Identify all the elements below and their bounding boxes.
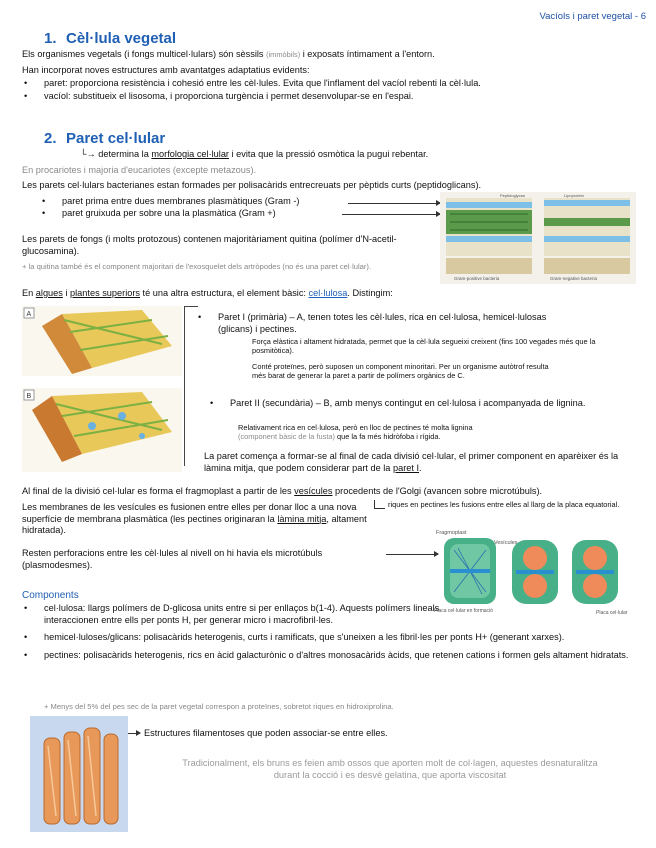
bracket-line xyxy=(184,306,185,466)
svg-text:A: A xyxy=(26,311,32,318)
list-item: • vacíol: substitueix el lisosoma, i proporciona turgència i permet desenvolupar-se en l'espai. xyxy=(22,91,542,103)
list-item: • Paret II (secundària) – B, amb menys contingut en cel·lulosa i acompanyada de lignina. xyxy=(208,398,648,410)
svg-text:Placa cel·lular: Placa cel·lular xyxy=(596,610,628,616)
detail-text: riques en pectines les fusions entre elles al llarg de la placa equatorial. xyxy=(388,500,620,509)
bullet-list xyxy=(22,78,542,102)
svg-text:B: B xyxy=(26,393,32,400)
arrow xyxy=(348,203,440,204)
list-item: • paret prima entre dues membranes plasmàtiques (Gram -) xyxy=(40,196,370,208)
paragraph: En algues i plantes superiors té una altra estructura, el element bàsic: cel·lulosa. Distingim: xyxy=(22,288,393,298)
paragraph: Les parets de fongs (i molts protozous) contenen majoritàriament quitina (polímer d'N-acetil-glucosamina). xyxy=(22,234,397,256)
arrow xyxy=(342,214,440,215)
paragraph: Resten perforacions entre les cèl·lules al nivell on hi havia els microtúbuls (plasmodesmes). xyxy=(22,548,323,570)
list-item: • paret gruixuda per sobre una la plasmàtica (Gram +) xyxy=(40,208,370,220)
figure-label: Lipoprotein xyxy=(564,193,584,198)
paragraph: Al final de la divisió cel·lular es forma el fragmoplast a partir de les vesícules procedents de l'Golgi (avancen sobre microtúbuls). xyxy=(22,486,543,496)
list-item: • cel·lulosa: llargs polímers de D-glicosa units entre si per enllaços b(1-4). Aquests polímers lineals interaccionen entre ells per ponts H, per generar micro i macrofibril·les. xyxy=(22,603,444,626)
paragraph: Els organismes vegetals (i fongs multicel·lulars) són sèssils (immòbils) i exposats íntimament a l'entorn. xyxy=(22,49,435,59)
note: + Menys del 5% del pes sec de la paret vegetal correspon a proteïnes, sobretot riques en hidroxiprolina. xyxy=(44,702,394,711)
bullet-list xyxy=(208,398,648,410)
bullet-list xyxy=(196,312,556,335)
detail-text: Relativament rica en cel·lulosa, però en lloc de pectines té molta lignina (component bàsic de la fusta) que la fa més hidròfoba i rígida. xyxy=(238,423,473,442)
paragraph: └→ determina la morfologia cel·lular i evita que la pressió osmòtica la pugui rebentar. xyxy=(80,149,429,159)
paragraph: La paret comença a formar-se al final de cada divisió cel·lular, el primer component en aparèixer és la làmina mitja, que podem considerar part de la paret I. xyxy=(204,451,619,473)
figure-label: Gram-positive bacteria xyxy=(454,276,500,281)
paragraph: Estructures filamentoses que poden associar-se entre elles. xyxy=(144,728,388,738)
list-item: • Paret I (primària) – A, tenen totes les cèl·lules, rica en cel·lulosa, hemicel·lulosas (glicans) i pectines. xyxy=(196,312,556,335)
bullet-list xyxy=(40,196,370,219)
paragraph: Les parets cel·lulars bacterianes estan formades per polisacàrids entrecreuats per pèptids curts (peptidoglicans). xyxy=(22,180,482,190)
collagen-figure xyxy=(30,716,128,832)
bullet-list xyxy=(22,603,642,661)
paragraph: Les membranes de les vesícules es fusionen entre elles per donar lloc a una nova superfície de membrana plasmàtica (les pectines originaran la làmina mitja, altament hidratada). xyxy=(22,502,367,535)
list-item: • paret: proporciona resistència i cohesió entre les cèl·lules. Evita que l'inflament del vacíol rebenti la cèl·lula. xyxy=(22,78,542,90)
bracket-line xyxy=(184,306,198,307)
arrow xyxy=(128,733,140,734)
svg-text:Placa cel·lular en formació: Placa cel·lular en formació xyxy=(434,608,493,614)
arrow xyxy=(386,554,438,555)
figure-label: Gram-negative bacteria xyxy=(550,276,598,281)
svg-text:Fragmoplast: Fragmoplast xyxy=(436,530,467,536)
arrow xyxy=(374,500,385,509)
quote-text: Tradicionalment, els bruns es feien amb ossos que aporten molt de col·lagen, aquestes desnaturalitza durant la cocció i es desvé gelatina, que aporta viscositat xyxy=(182,758,598,780)
section-2-title: 2. Paret cel·lular xyxy=(44,130,166,147)
svg-text:Vesícules: Vesícules xyxy=(494,540,518,546)
list-item: • pectines: polisacàrids heterogenis, rics en àcid galacturònic o d'altres monosacàrids àcids, que retenen cations i formen gels altament hidratats. xyxy=(22,650,642,662)
page-header: Vacíols i paret vegetal - 6 xyxy=(539,11,646,22)
figure-label: Peptidoglycan xyxy=(500,193,526,198)
components-title: Components xyxy=(22,590,79,601)
list-item: • hemicel·luloses/glicans: polisacàrids heterogenis, curts i ramificats, que s'uneixen a les fibril·les per ponts H+ (generant xarxes). xyxy=(22,632,642,644)
section-1-title: 1. Cèl·lula vegetal xyxy=(44,30,177,47)
detail-text: Força elàstica i altament hidratada, permet que la cèl·lula segueixi creixent (fins 100 vegades més que la posmitòtica). xyxy=(252,337,596,356)
paragraph: En procariotes i majoria d'eucariotes (excepte metazous). xyxy=(22,165,257,175)
note: + la quitina també és el component majoritari de l'exosquelet dels artròpodes (no és una paret cel·lular). xyxy=(22,262,372,271)
bacterial-wall-figure xyxy=(440,192,636,284)
paragraph: Han incorporat noves estructures amb avantatges adaptatius evidents: xyxy=(22,65,310,75)
plant-wall-figure xyxy=(22,306,182,472)
detail-text: Conté proteïnes, però suposen un component minoritari. Per un organisme autòtrof resulta més barat de generar la paret a partir de polímers orgànics de C. xyxy=(252,362,549,381)
